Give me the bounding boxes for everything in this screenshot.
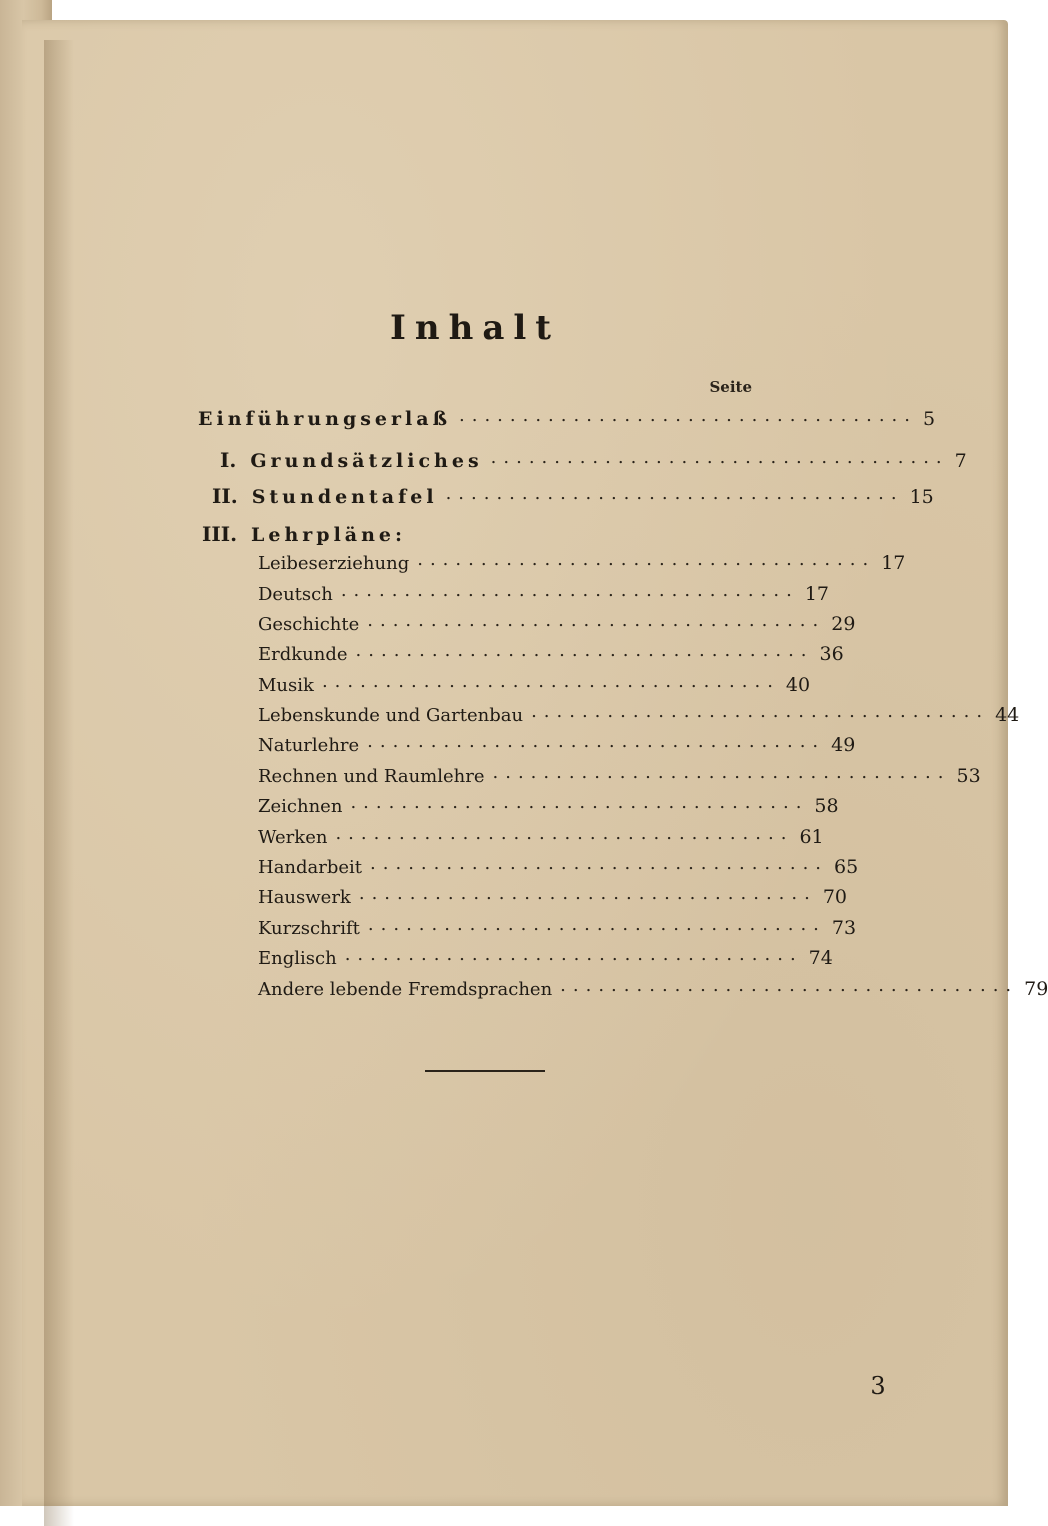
- toc-entry-stundentafel: [212, 480, 934, 508]
- toc-subject-row: [258, 546, 906, 574]
- toc-subject-page: 53: [956, 765, 981, 787]
- page-gutter-shadow: [44, 40, 74, 1526]
- toc-subject-label: Englisch: [258, 948, 337, 969]
- toc-subject-label: Geschichte: [258, 614, 360, 635]
- toc-entry-label: Lehrpläne:: [251, 524, 407, 546]
- toc-subject-row: [258, 698, 1020, 726]
- toc-subject-label: Deutsch: [258, 584, 333, 605]
- toc-subject-page: 73: [831, 917, 857, 939]
- toc-subject-row: [258, 880, 848, 908]
- dot-leader: ....................................: [459, 405, 917, 426]
- toc-entry-einfuehrungserlass: [198, 402, 936, 430]
- toc-subject-page: 79: [1024, 978, 1048, 1000]
- toc-entry-label: Einführungserlaß: [198, 408, 451, 430]
- toc-subject-row: [258, 728, 856, 756]
- dot-leader: ....................................: [355, 640, 814, 661]
- toc-subject-label: Andere lebende Fremdsprachen: [258, 979, 553, 1000]
- toc-subject-label: Werken: [258, 827, 328, 848]
- toc-subject-label: Erdkunde: [258, 644, 348, 665]
- toc-subject-page: 74: [808, 947, 833, 969]
- toc-subject-row: [258, 668, 811, 696]
- toc-subject-page: 36: [819, 643, 844, 665]
- toc-subject-row: [258, 577, 829, 605]
- dot-leader: ....................................: [370, 853, 829, 874]
- toc-subject-page: 49: [831, 734, 856, 756]
- toc-entry-page: 15: [909, 486, 934, 508]
- toc-entry-page: 5: [922, 408, 936, 430]
- dot-leader: ....................................: [321, 671, 780, 692]
- toc-subject-row: [258, 820, 824, 848]
- toc-subject-label: Naturlehre: [258, 735, 360, 756]
- toc-subject-page: 17: [804, 583, 829, 605]
- dot-leader: ....................................: [445, 483, 904, 504]
- toc-subject-row: [258, 972, 1048, 1000]
- toc-subject-label: Handarbeit: [258, 857, 363, 878]
- dot-leader: ....................................: [560, 975, 1019, 996]
- toc-subject-row: [258, 759, 981, 787]
- toc-subject-page: 70: [822, 886, 848, 908]
- page-number: 3: [870, 1372, 886, 1400]
- toc-subject-page: 44: [995, 704, 1020, 726]
- dot-leader: ....................................: [417, 549, 876, 570]
- dot-leader: ....................................: [367, 610, 826, 631]
- toc-subject-label: Kurzschrift: [258, 918, 360, 939]
- toc-subject-label: Lebenskunde und Gartenbau: [258, 705, 524, 726]
- page-title: Inhalt: [390, 308, 560, 348]
- closing-rule: [425, 1070, 545, 1072]
- toc-subject-page: 40: [785, 674, 811, 696]
- toc-subject-row: [258, 911, 857, 939]
- toc-entry-grundsaetzliches: [220, 444, 967, 472]
- toc-subject-row: [258, 850, 859, 878]
- dot-leader: ....................................: [344, 944, 803, 965]
- toc-subject-label: Rechnen und Raumlehre: [258, 766, 485, 787]
- dot-leader: ....................................: [358, 883, 817, 904]
- dot-leader: ....................................: [492, 762, 951, 783]
- toc-subject-page: 61: [799, 826, 824, 848]
- dot-leader: ....................................: [335, 823, 794, 844]
- toc-entry-label: Grundsätzliches: [250, 450, 483, 472]
- dot-leader: ....................................: [367, 731, 826, 752]
- toc-subject-label: Musik: [258, 675, 314, 696]
- toc-subject-row: [258, 637, 844, 665]
- page-column-label: Seite: [709, 378, 752, 396]
- toc-entry-page: 7: [954, 450, 967, 472]
- toc-entry-label: Stundentafel: [251, 486, 438, 508]
- dot-leader: ....................................: [340, 580, 799, 601]
- toc-entry-number: III.: [202, 522, 238, 546]
- toc-subject-row: [258, 941, 833, 969]
- dot-leader: ....................................: [490, 447, 949, 468]
- toc-subject-label: Leibeserziehung: [258, 553, 410, 574]
- toc-subject-page: 65: [834, 856, 859, 878]
- toc-subject-page: 58: [814, 795, 839, 817]
- toc-subject-page: 17: [881, 552, 906, 574]
- toc-subject-label: Hauswerk: [258, 887, 351, 908]
- dot-leader: ....................................: [367, 914, 826, 935]
- toc-subject-row: [258, 789, 839, 817]
- dot-leader: ....................................: [531, 701, 990, 722]
- toc-subject-row: [258, 607, 856, 635]
- toc-entry-number: II.: [212, 484, 238, 508]
- toc-entry-number: I.: [220, 448, 237, 472]
- toc-subject-label: Zeichnen: [258, 796, 343, 817]
- toc-subject-page: 29: [831, 613, 856, 635]
- toc-entry-lehrplaene: [202, 518, 752, 546]
- dot-leader: ....................................: [350, 792, 809, 813]
